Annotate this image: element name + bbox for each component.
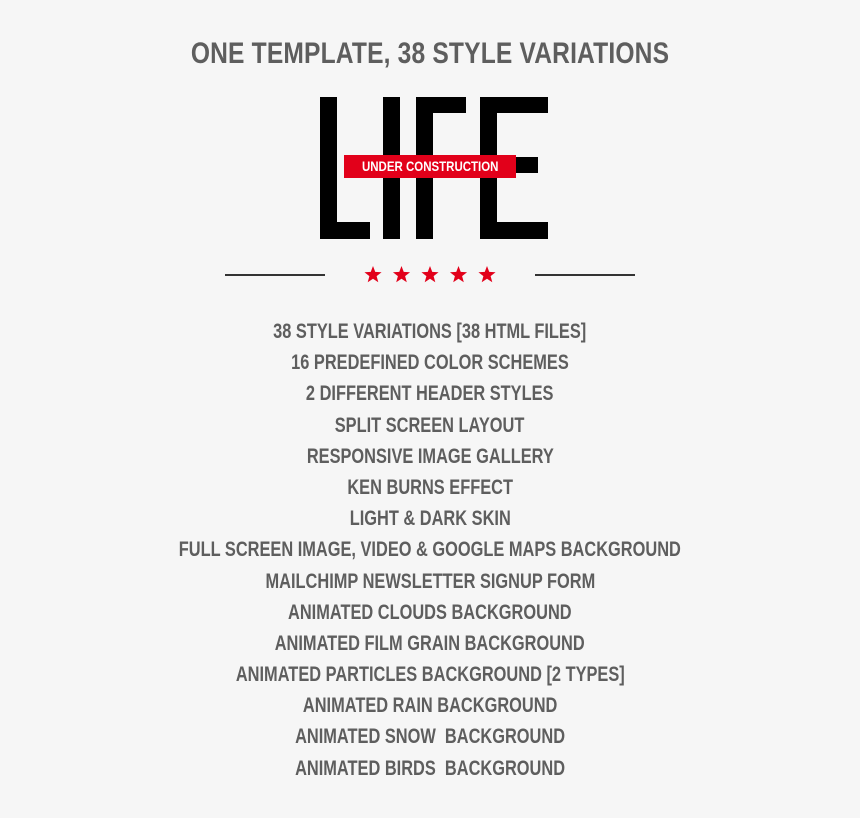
feature-text: RESPONSIVE IMAGE GALLERY [306, 444, 554, 468]
feature-text: ANIMATED RAIN BACKGROUND [302, 694, 558, 718]
life-logo [320, 97, 550, 239]
feature-item [0, 628, 860, 659]
feature-item [0, 690, 860, 721]
feature-text: 16 PREDEFINED COLOR SCHEMES [291, 351, 569, 375]
under-construction-banner [344, 155, 516, 178]
feature-text: ANIMATED PARTICLES BACKGROUND [2 TYPES] [235, 663, 625, 687]
feature-item [0, 753, 860, 784]
headline: ONE TEMPLATE, 38 STYLE VARIATIONS [190, 37, 670, 70]
feature-item [0, 534, 860, 565]
feature-item [0, 410, 860, 441]
feature-item [0, 378, 860, 409]
feature-item [0, 503, 860, 534]
feature-text: KEN BURNS EFFECT [347, 475, 513, 499]
feature-text: ANIMATED BIRDS BACKGROUND [295, 756, 565, 780]
feature-item [0, 721, 860, 752]
rating-divider [225, 258, 635, 292]
feature-item [0, 597, 860, 628]
star-icon [478, 266, 495, 282]
feature-text: ANIMATED FILM GRAIN BACKGROUND [274, 631, 585, 655]
star-rating [361, 263, 501, 285]
feature-text: FULL SCREEN IMAGE, VIDEO & GOOGLE MAPS BACKGROUND [178, 538, 682, 562]
feature-item [0, 347, 860, 378]
star-icon [393, 266, 410, 282]
star-icon [421, 266, 438, 282]
feature-item [0, 659, 860, 690]
star-icon [364, 266, 381, 282]
divider-line-left [225, 274, 325, 276]
banner-label: UNDER CONSTRUCTION [361, 158, 499, 174]
feature-text: ANIMATED CLOUDS BACKGROUND [288, 600, 572, 624]
feature-item [0, 441, 860, 472]
feature-text: LIGHT & DARK SKIN [349, 507, 511, 531]
feature-text: 38 STYLE VARIATIONS [38 HTML FILES] [273, 320, 587, 343]
feature-list [0, 316, 860, 784]
star-icon [450, 266, 467, 282]
feature-item [0, 472, 860, 503]
feature-text: ANIMATED SNOW BACKGROUND [295, 725, 565, 749]
feature-text: MAILCHIMP NEWSLETTER SIGNUP FORM [265, 569, 595, 593]
feature-item [0, 566, 860, 597]
feature-text: SPLIT SCREEN LAYOUT [335, 413, 525, 437]
feature-text: 2 DIFFERENT HEADER STYLES [306, 382, 554, 406]
feature-item [0, 316, 860, 347]
divider-line-right [535, 274, 635, 276]
